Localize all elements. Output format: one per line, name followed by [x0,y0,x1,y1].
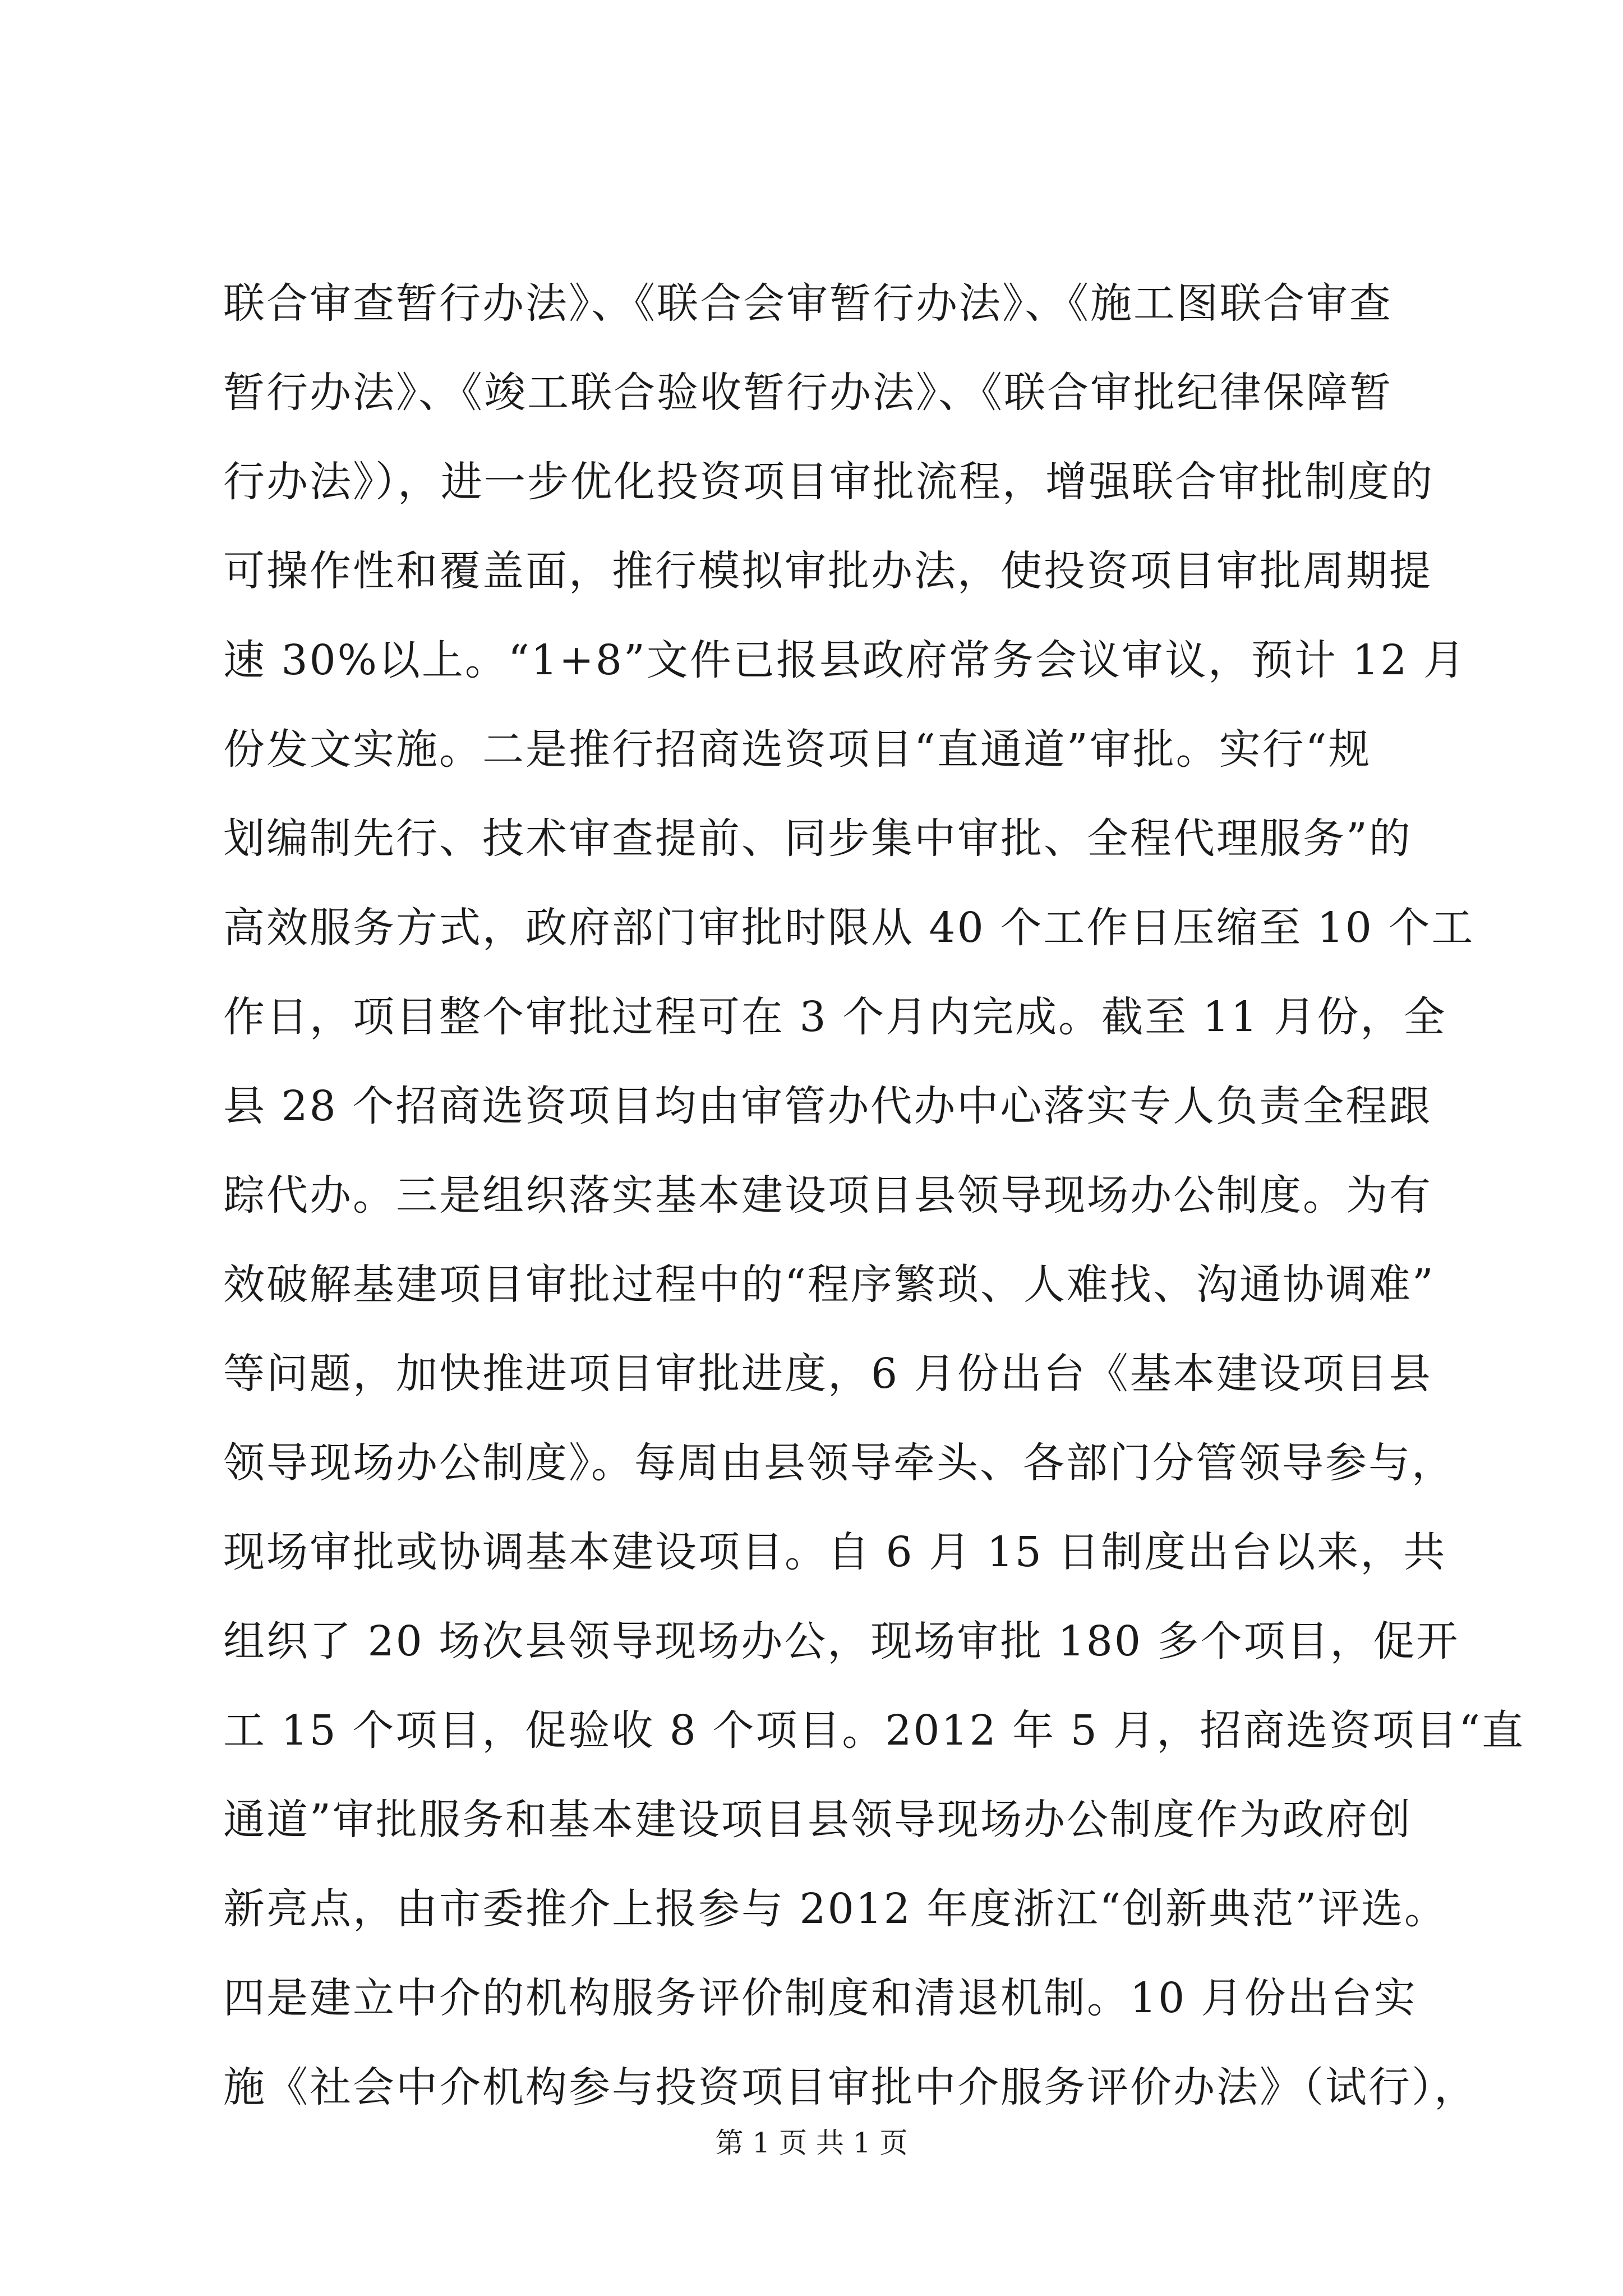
text-line: 联合审查暂行办法》、《联合会审暂行办法》、《施工图联合审查 [223,279,1393,328]
text-line: 效破解基建项目审批过程中的“程序繁琐、人难找、沟通协调难” [223,1260,1435,1309]
text-line: 新亮点，由市委推介上报参与 2012 年度浙江“创新典范”评选。 [223,1885,1448,1933]
page-number-label: 第 1 页 共 1 页 [715,2127,908,2159]
body-paragraph [223,259,1525,2132]
text-line: 速 30%以上。“1+8”文件已报县政府常务会议审议，预计 12 月 [223,636,1467,684]
page-footer [0,2123,1623,2162]
text-line: 四是建立中介的机构服务评价制度和清退机制。10 月份出台实 [223,1974,1417,2022]
text-line: 现场审批或协调基本建设项目。自 6 月 15 日制度出台以来，共 [223,1528,1447,1576]
text-line: 踪代办。三是组织落实基本建设项目县领导现场办公制度。为有 [223,1171,1432,1220]
text-line: 份发文实施。二是推行招商选资项目“直通道”审批。实行“规 [223,725,1372,774]
text-line: 行办法》），进一步优化投资项目审批流程，增强联合审批制度的 [223,458,1434,506]
text-line: 高效服务方式，政府部门审批时限从 40 个工作日压缩至 10 个工 [223,904,1475,952]
text-line: 作日，项目整个审批过程可在 3 个月内完成。截至 11 月份，全 [223,993,1447,1041]
text-line: 划编制先行、技术审查提前、同步集中审批、全程代理服务”的 [223,815,1412,863]
text-line: 领导现场办公制度》。每周由县领导牵头、各部门分管领导参与， [223,1439,1455,1487]
text-line: 工 15 个项目，促验收 8 个项目。2012 年 5 月，招商选资项目“直 [223,1706,1525,1755]
text-line: 通道”审批服务和基本建设项目县领导现场办公制度作为政府创 [223,1796,1412,1844]
text-line: 施《社会中介机构参与投资项目审批中介服务评价办法》（试行）， [223,2063,1477,2111]
text-line: 组织了 20 场次县领导现场办公，现场审批 180 多个项目，促开 [223,1617,1460,1665]
text-line: 等问题，加快推进项目审批进度，6 月份出台《基本建设项目县 [223,1350,1432,1398]
text-line: 可操作性和覆盖面，推行模拟审批办法，使投资项目审批周期提 [223,547,1432,595]
text-line: 县 28 个招商选资项目均由审管办代办中心落实专人负责全程跟 [223,1082,1432,1130]
text-line: 暂行办法》、《竣工联合验收暂行办法》、《联合审批纪律保障暂 [223,369,1393,417]
